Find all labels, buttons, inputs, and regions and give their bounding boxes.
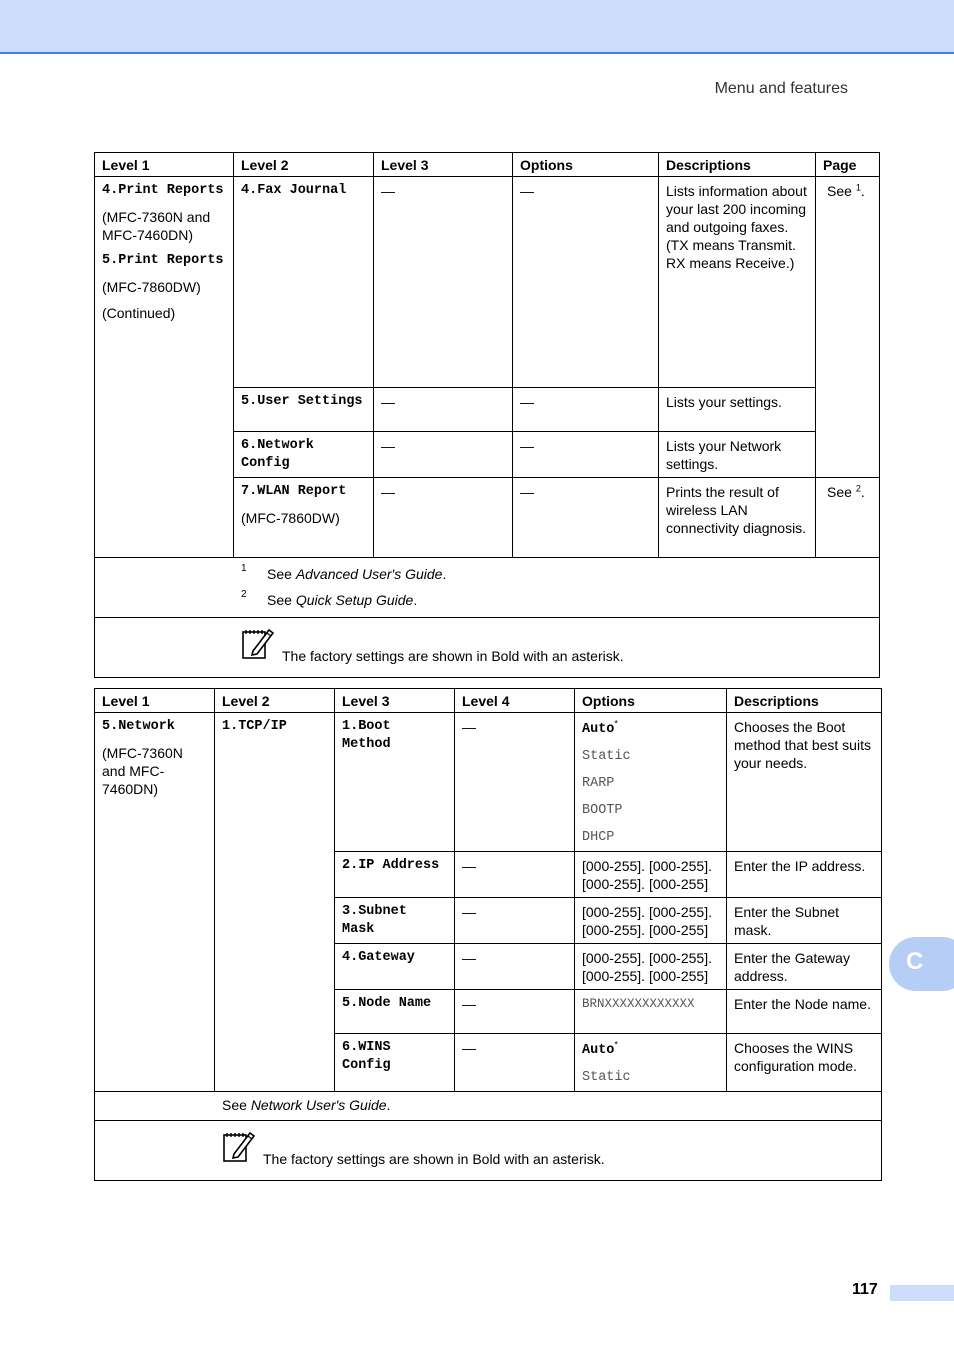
options-value: [000-255]. [000-255]. [000-255]. [000-255] (575, 898, 727, 944)
col-header-descriptions: Descriptions (659, 153, 816, 177)
description-value: Prints the result of wireless LAN connectivity diagnosis. (659, 478, 816, 558)
col-header-level1: Level 1 (95, 153, 234, 177)
header-title: Menu and features (714, 80, 848, 97)
top-band (0, 0, 954, 54)
options-value: [000-255]. [000-255]. [000-255]. [000-255] (575, 944, 727, 990)
option-auto: Auto* (582, 718, 618, 737)
menu-print-reports-a: 4.Print Reports (102, 183, 224, 198)
page-ref-2: See $^2$. (816, 478, 880, 558)
options-wins-config (575, 1034, 727, 1092)
level3-wins-config: 6.WINS Config (335, 1034, 455, 1092)
level3-boot-method: 1.Boot Method (335, 713, 455, 852)
level2-user-settings: 5.User Settings (234, 388, 374, 432)
description-value: Enter the Gateway address. (727, 944, 882, 990)
option-rarp: RARP (582, 776, 615, 791)
description-value: Enter the IP address. (727, 852, 882, 898)
col-header-page: Page (816, 153, 880, 177)
col-header-level4: Level 4 (455, 689, 575, 713)
col-header-options: Options (575, 689, 727, 713)
level3-gateway: 4.Gateway (335, 944, 455, 990)
footnote-row (95, 1092, 882, 1121)
note-pencil-icon (222, 1129, 256, 1163)
model-note: (MFC-7360N and MFC-7460DN) (102, 745, 183, 797)
note-cell (95, 618, 880, 678)
option-dhcp: DHCP (582, 830, 615, 845)
level4-value: — (455, 898, 575, 944)
note-row (95, 1121, 882, 1181)
options-value: — (513, 478, 659, 558)
option-static: Static (582, 749, 631, 764)
table-row (95, 713, 882, 852)
footnotes-row (95, 558, 880, 618)
level4-value: — (455, 852, 575, 898)
level1-cell (95, 177, 234, 558)
table-header-row (95, 689, 882, 713)
level4-value: — (455, 1034, 575, 1092)
menu-wlan-report: 7.WLAN Report (241, 484, 347, 499)
network-table (94, 688, 882, 1181)
description-value: Chooses the WINS configuration mode. (727, 1034, 882, 1092)
options-value: [000-255]. [000-255]. [000-255]. [000-255] (575, 852, 727, 898)
options-value: — (513, 177, 659, 388)
option-auto: Auto* (582, 1039, 618, 1058)
level4-value: — (455, 944, 575, 990)
col-header-level3: Level 3 (374, 153, 513, 177)
level3-value: — (374, 478, 513, 558)
level2-tcp-ip: 1.TCP/IP (215, 713, 335, 1092)
page-ref-1: See $^1$. (816, 177, 880, 478)
level2-fax-journal: 4.Fax Journal (234, 177, 374, 388)
level2-network-config: 6.Network Config (234, 432, 374, 478)
description-value: Lists your Network settings. (659, 432, 816, 478)
table-header-row (95, 153, 880, 177)
print-reports-table (94, 152, 880, 678)
continued-note: (Continued) (102, 305, 176, 321)
page-number: 117 (852, 1281, 878, 1298)
chapter-tab (889, 937, 954, 991)
level1-cell (95, 713, 215, 1092)
level2-wlan-report (234, 478, 374, 558)
description-value: Chooses the Boot method that best suits your needs. (727, 713, 882, 852)
options-value: — (513, 432, 659, 478)
note-text: The factory settings are shown in Bold with an asterisk. (263, 1151, 605, 1167)
level3-value: — (374, 177, 513, 388)
options-value: — (513, 388, 659, 432)
col-header-level2: Level 2 (215, 689, 335, 713)
description-value: Lists your settings. (659, 388, 816, 432)
chapter-tab-letter: C (906, 948, 924, 975)
model-note-wlan: (MFC-7860DW) (241, 510, 340, 526)
note-row (95, 618, 880, 678)
table-row (95, 177, 880, 388)
menu-print-reports-b: 5.Print Reports (102, 253, 224, 268)
option-static: Static (582, 1070, 631, 1085)
footnote-1: 1 See Advanced User's Guide . (241, 563, 447, 582)
page-number-bar (890, 1285, 954, 1301)
note-cell (95, 1121, 882, 1181)
description-value: Enter the Node name. (727, 990, 882, 1034)
col-header-level1: Level 1 (95, 689, 215, 713)
footnote-cell: See Network User's Guide. (95, 1092, 882, 1121)
footnotes-cell (95, 558, 880, 618)
options-boot-method (575, 713, 727, 852)
model-note-a: (MFC-7360N and MFC-7460DN) (102, 209, 211, 243)
description-value: Lists information about your last 200 incoming and outgoing faxes. (TX means Transmit. RX means Receive.) (659, 177, 816, 388)
level3-value: — (374, 388, 513, 432)
col-header-level3: Level 3 (335, 689, 455, 713)
level3-value: — (374, 432, 513, 478)
model-note-b: (MFC-7860DW) (102, 279, 201, 295)
description-value: Enter the Subnet mask. (727, 898, 882, 944)
level4-value: — (455, 990, 575, 1034)
level3-subnet-mask: 3.Subnet Mask (335, 898, 455, 944)
col-header-level2: Level 2 (234, 153, 374, 177)
option-bootp: BOOTP (582, 803, 623, 818)
options-node-name: BRNXXXXXXXXXXXX (575, 990, 727, 1034)
note-text: The factory settings are shown in Bold with an asterisk. (282, 648, 624, 664)
level4-value: — (455, 713, 575, 852)
note-pencil-icon (241, 626, 275, 660)
menu-network: 5.Network (102, 719, 175, 734)
col-header-descriptions: Descriptions (727, 689, 882, 713)
level3-node-name: 5.Node Name (335, 990, 455, 1034)
col-header-options: Options (513, 153, 659, 177)
level3-ip-address: 2.IP Address (335, 852, 455, 898)
footnote-2: 2 See Quick Setup Guide . (241, 589, 418, 608)
